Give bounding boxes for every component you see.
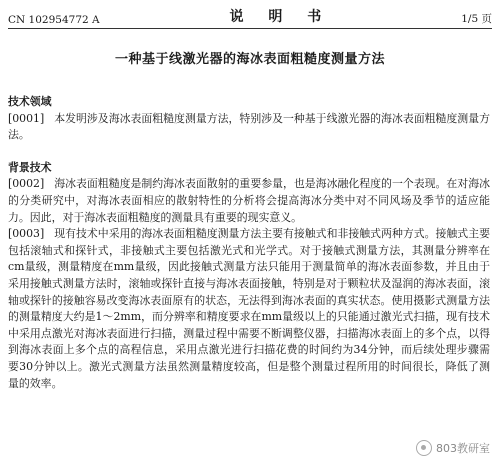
watermark: [416, 440, 490, 456]
page-header: [8, 4, 492, 26]
document-title: 一种基于线激光器的海冰表面粗糙度测量方法: [114, 52, 385, 67]
wechat-channel-icon: [416, 440, 432, 456]
document-body: [8, 94, 490, 392]
section-heading-background: 背景技术: [8, 160, 52, 174]
paragraph-0003: [8, 226, 490, 392]
paragraph-text: 海冰表面粗糙度是制约海冰表面散射的重要参量，也是海冰融化程度的一个表现。在对海冰的分类研究中，对海冰表面相应的散射特性的分析将会提高海冰分类中对不同风场及季节的适应能力。因此，对于海冰表面粗糙度的测量具有重要的现实意义。: [8, 177, 490, 224]
watermark-text: 803教研室: [436, 442, 490, 455]
paragraph-text: 本发明涉及海冰表面粗糙度测量方法，特别涉及一种基于线激光器的海冰表面粗糙度测量方法。: [8, 111, 490, 142]
header-rule: [8, 28, 492, 29]
paragraph-number: [0002]: [8, 177, 45, 191]
document-type: 说 明 书: [229, 9, 332, 25]
patent-number: CN 102954772 A: [8, 14, 100, 26]
paragraph-number: [0003]: [8, 227, 45, 241]
paragraph-number: [0001]: [8, 111, 45, 125]
section-heading-technical-field: 技术领域: [8, 95, 52, 108]
paragraph-0002: [8, 176, 490, 226]
paragraph-0001: [8, 111, 490, 144]
paragraph-text: 现有技术中采用的海冰表面粗糙度测量方法主要有接触式和非接触式两种方式。接触式主要包括滚轴式和探针式，非接触式主要包括激光式和光学式。对于接触式测量方法，其测量分辨率在cm量级，测量精度在mm量级，因此接触式测量方法只能用于测量简单的海冰表面参数，并且由于采用接触式测量方法时，滚轴或探针直接与海冰表面接触，特别是对于颗粒状及湿润的海冰表面，滚轴或探针的接触容易改变海冰表面原有的状态，无法得到海冰表面的真实状态。使用摄影式测量方法的测量精度大约是1～2mm，而分辨率和精度要求在mm量级以上的只能通过激光式扫描，现有技术中采用点激光对海冰表面进行扫描，测量过程中需要不断调整仪器，扫描海冰表面上的多个点，以得到海冰表面上多个点的高程信息，采用点激光进行扫描花费的时间约为34分钟，而后续处理步骤需要30分钟以上。激光式测量方法虽然测量精度较高，但是整个测量过程所用的时间很长，降低了测量的效率。: [8, 227, 490, 390]
page-indicator: 1/5 页: [461, 13, 492, 25]
